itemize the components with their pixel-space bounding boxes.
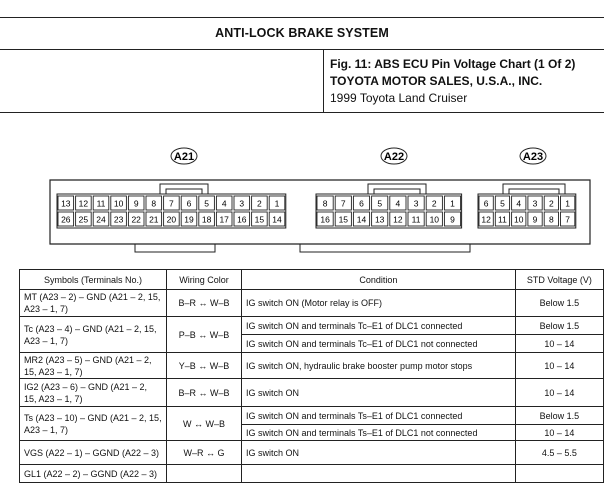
terminal-number: 24 bbox=[96, 214, 106, 225]
symbol-cell: MR2 (A23 – 5) – GND (A21 – 2, 15, A23 – 1, 7) bbox=[20, 353, 167, 379]
terminal-number: 10 bbox=[514, 214, 524, 225]
terminal-number: 23 bbox=[113, 214, 124, 225]
symbol-cell: GL1 (A22 – 2) – GGND (A22 – 3) bbox=[20, 465, 167, 483]
symbol-cell: IG2 (A23 – 6) – GND (A21 – 2, 15, A23 – 1, 7) bbox=[20, 379, 167, 407]
terminal-number: 3 bbox=[532, 198, 538, 209]
table-row bbox=[20, 379, 604, 407]
table-row bbox=[20, 441, 604, 465]
symbol-cell: Tc (A23 – 4) – GND (A21 – 2, 15, A23 – 1, 7) bbox=[20, 317, 167, 353]
connector-label-a21: A21 bbox=[173, 151, 195, 163]
terminal-number: 26 bbox=[61, 214, 71, 225]
top-rule bbox=[0, 17, 604, 18]
table-row bbox=[20, 317, 604, 335]
terminal-number: 6 bbox=[186, 198, 192, 209]
connector-label-a22: A22 bbox=[383, 151, 405, 163]
condition-cell: IG switch ON, hydraulic brake booster pump motor stops bbox=[242, 353, 516, 379]
terminal-number: 9 bbox=[532, 214, 538, 225]
caption-rule bbox=[0, 112, 604, 113]
terminal-number: 20 bbox=[166, 214, 177, 225]
figure-caption-box bbox=[323, 50, 604, 112]
condition-cell: IG switch ON bbox=[242, 441, 516, 465]
table-row bbox=[20, 290, 604, 317]
terminal-number: 5 bbox=[204, 198, 209, 209]
header-symbols: Symbols (Terminals No.) bbox=[20, 270, 167, 290]
terminal-number: 3 bbox=[239, 198, 245, 209]
terminal-number: 22 bbox=[131, 214, 141, 225]
wiring-color-cell: W ↔ W–B bbox=[166, 407, 241, 441]
condition-cell bbox=[242, 465, 516, 483]
terminal-number: 13 bbox=[374, 214, 385, 225]
std-voltage-cell: 10 – 14 bbox=[515, 353, 603, 379]
terminal-number: 17 bbox=[219, 214, 229, 225]
terminal-number: 1 bbox=[565, 198, 571, 209]
locking-tab-inner bbox=[374, 189, 420, 194]
wiring-color-cell: B–R ↔ W–B bbox=[166, 290, 241, 317]
terminal-number: 18 bbox=[201, 214, 212, 225]
terminal-number: 8 bbox=[322, 198, 328, 209]
std-voltage-cell: Below 1.5 bbox=[515, 407, 603, 425]
terminal-number: 7 bbox=[565, 214, 571, 225]
company-name: TOYOTA MOTOR SALES, U.S.A., INC. bbox=[330, 74, 543, 88]
table-header-row bbox=[20, 270, 604, 290]
vehicle-name: 1999 Toyota Land Cruiser bbox=[330, 91, 468, 105]
terminal-number: 5 bbox=[500, 198, 505, 209]
section-title: ANTI-LOCK BRAKE SYSTEM bbox=[215, 26, 389, 40]
terminal-number: 13 bbox=[61, 198, 71, 209]
std-voltage-cell: Below 1.5 bbox=[515, 317, 603, 335]
terminal-number: 4 bbox=[516, 198, 522, 209]
terminal-number: 19 bbox=[184, 214, 194, 225]
connector-label-a23: A23 bbox=[522, 151, 544, 163]
header-std-voltage: STD Voltage (V) bbox=[515, 270, 603, 290]
condition-cell: IG switch ON and terminals Ts–E1 of DLC1 not connected bbox=[242, 425, 516, 441]
housing-notch bbox=[300, 244, 470, 252]
terminal-number: 14 bbox=[356, 214, 367, 225]
terminal-number: 8 bbox=[151, 198, 157, 209]
terminal-number: 11 bbox=[96, 198, 106, 209]
wiring-color-cell bbox=[166, 465, 241, 483]
terminal-number: 12 bbox=[78, 198, 89, 209]
terminal-number: 7 bbox=[340, 198, 346, 209]
std-voltage-cell bbox=[515, 465, 603, 483]
terminal-number: 2 bbox=[548, 198, 554, 209]
terminal-number: 1 bbox=[450, 198, 455, 209]
condition-cell: IG switch ON and terminals Ts–E1 of DLC1 connected bbox=[242, 407, 516, 425]
terminal-number: 10 bbox=[113, 198, 124, 209]
table-row bbox=[20, 465, 604, 483]
terminal-number: 25 bbox=[78, 214, 89, 225]
terminal-number: 4 bbox=[221, 198, 227, 209]
terminal-number: 10 bbox=[429, 214, 440, 225]
terminal-number: 11 bbox=[498, 214, 507, 225]
terminal-number: 4 bbox=[395, 198, 401, 209]
header-wiring-color: Wiring Color bbox=[166, 270, 241, 290]
std-voltage-cell: 10 – 14 bbox=[515, 335, 603, 353]
terminal-number: 12 bbox=[393, 214, 403, 225]
table-row bbox=[20, 353, 604, 379]
wiring-color-cell: Y–B ↔ W–B bbox=[166, 353, 241, 379]
symbol-cell: Ts (A23 – 10) – GND (A21 – 2, 15, A23 – 1, 7) bbox=[20, 407, 167, 441]
terminal-number: 12 bbox=[481, 214, 491, 225]
std-voltage-cell: 10 – 14 bbox=[515, 379, 603, 407]
symbol-cell: VGS (A22 – 1) – GGND (A22 – 3) bbox=[20, 441, 167, 465]
symbol-cell: MT (A23 – 2) – GND (A21 – 2, 15, A23 – 1, 7) bbox=[20, 290, 167, 317]
terminal-number: 16 bbox=[320, 214, 330, 225]
terminal-number: 2 bbox=[257, 198, 262, 209]
figure-title: Fig. 11: ABS ECU Pin Voltage Chart (1 Of 2) bbox=[330, 57, 576, 71]
condition-cell: IG switch ON and terminals Tc–E1 of DLC1 not connected bbox=[242, 335, 516, 353]
terminal-number: 7 bbox=[169, 198, 174, 209]
connector-diagram bbox=[0, 140, 604, 262]
terminal-number: 15 bbox=[254, 214, 265, 225]
locking-tab-inner bbox=[509, 189, 559, 194]
housing-notch bbox=[135, 244, 215, 252]
locking-tab-inner bbox=[166, 189, 202, 194]
condition-cell: IG switch ON bbox=[242, 379, 516, 407]
condition-cell: IG switch ON and terminals Tc–E1 of DLC1 connected bbox=[242, 317, 516, 335]
wiring-color-cell: P–B ↔ W–B bbox=[166, 317, 241, 353]
table-row bbox=[20, 407, 604, 425]
pin-voltage-table bbox=[19, 269, 604, 483]
std-voltage-cell: Below 1.5 bbox=[515, 290, 603, 317]
terminal-number: 9 bbox=[133, 198, 139, 209]
std-voltage-cell: 10 – 14 bbox=[515, 425, 603, 441]
terminal-number: 14 bbox=[272, 214, 282, 225]
condition-cell: IG switch ON (Motor relay is OFF) bbox=[242, 290, 516, 317]
terminal-number: 3 bbox=[413, 198, 419, 209]
terminal-number: 9 bbox=[450, 214, 455, 225]
terminal-number: 8 bbox=[548, 214, 554, 225]
terminal-number: 16 bbox=[237, 214, 247, 225]
wiring-color-cell: B–R ↔ W–B bbox=[166, 379, 241, 407]
header-condition: Condition bbox=[242, 270, 516, 290]
wiring-color-cell: W–R ↔ G bbox=[166, 441, 241, 465]
terminal-number: 1 bbox=[274, 198, 280, 209]
terminal-number: 21 bbox=[149, 214, 159, 225]
terminal-number: 15 bbox=[338, 214, 349, 225]
terminal-number: 5 bbox=[377, 198, 383, 209]
terminal-number: 2 bbox=[431, 198, 437, 209]
std-voltage-cell: 4.5 – 5.5 bbox=[515, 441, 603, 465]
terminal-number: 6 bbox=[483, 198, 489, 209]
terminal-number: 6 bbox=[359, 198, 364, 209]
terminal-number: 11 bbox=[411, 214, 421, 225]
